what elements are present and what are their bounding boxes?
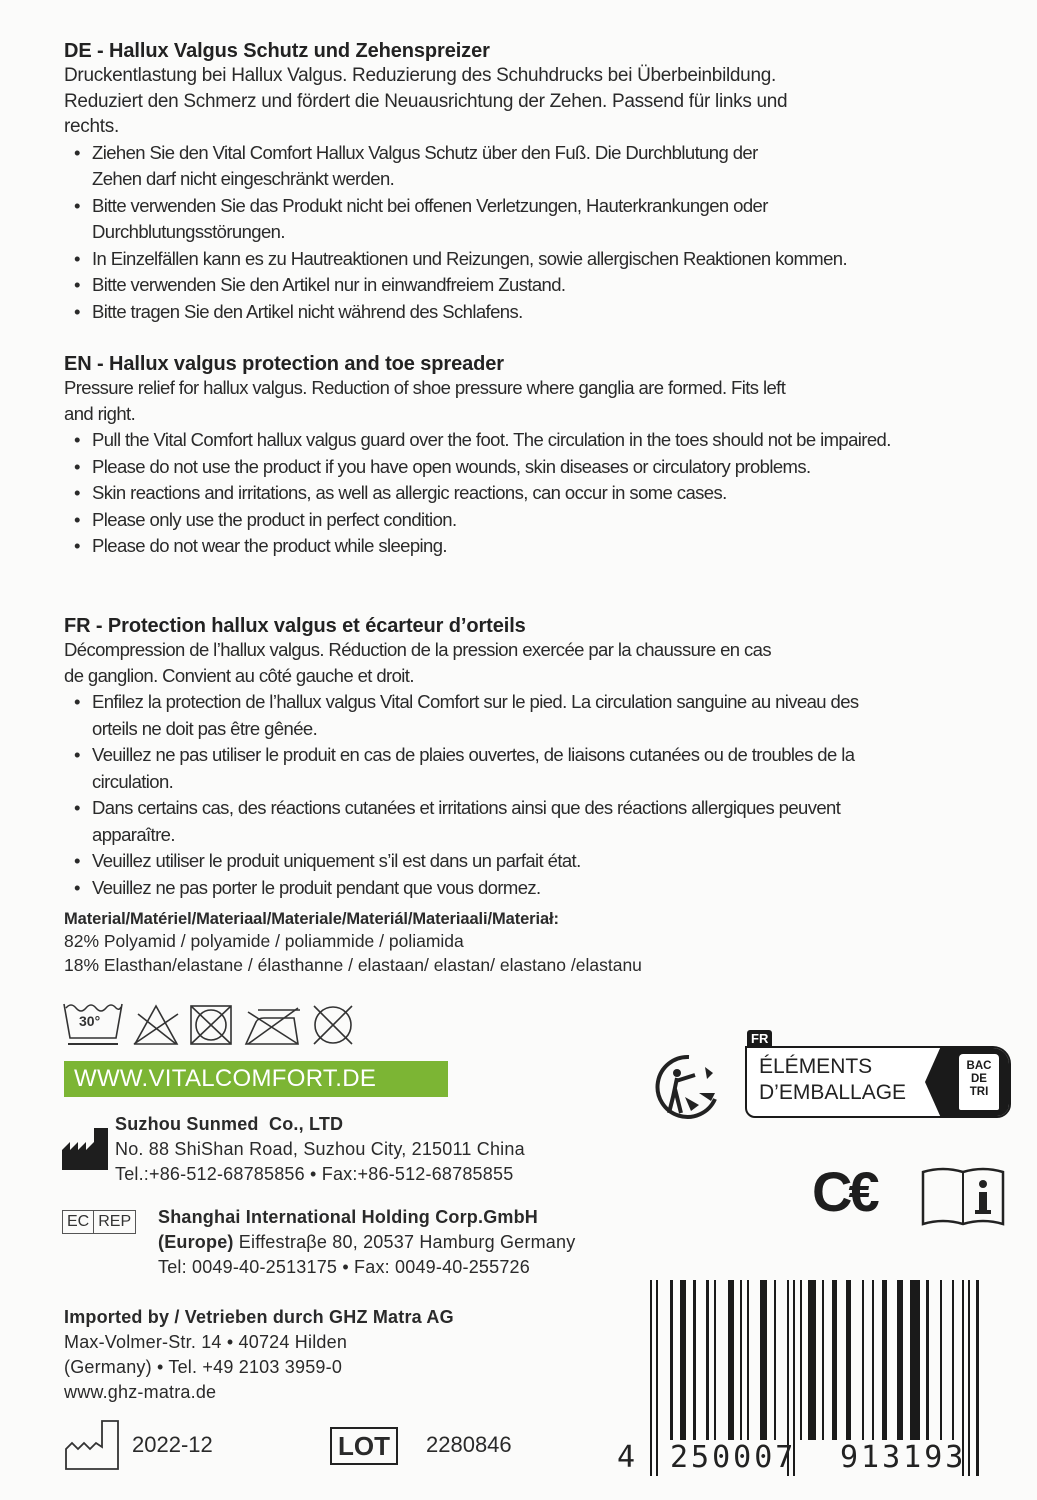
manufacturer-address: No. 88 ShiShan Road, Suzhou City, 215011 China [115, 1139, 525, 1159]
ec-rep-address: Eiffestraβe 80, 20537 Hamburg Germany [233, 1232, 576, 1252]
bullet-item: • Please do not use the product if you have open wounds, skin diseases or circulatory problems. [64, 454, 904, 481]
lot-icon: LOT [330, 1427, 398, 1465]
bullet-item: • Veuillez ne pas porter le produit pendant que vous dormez. [64, 875, 924, 902]
triman-recycle-icon [655, 1053, 723, 1121]
bullet-item: • Ziehen Sie den Vital Comfort Hallux Valgus Schutz über den Fuß. Die Durchblutung der Zehen darf nicht eingeschränkt werden. [64, 140, 792, 193]
manufacturer-block [115, 1112, 525, 1187]
ec-rep-name: Shanghai International Holding Corp.GmbH [158, 1207, 538, 1227]
intro-line: Reduziert den Schmerz und fördert die Neuausrichtung der Zehen. Passend für links und [64, 90, 788, 112]
ec-rep-contact: Tel: 0049-40-2513175 • Fax: 0049-40-255726 [158, 1257, 530, 1277]
barcode-right-group: 913193 [840, 1440, 967, 1475]
wash-30-gentle-icon [62, 998, 124, 1048]
importer-title: Imported by / Vetrieben durch GHZ Matra AG [64, 1307, 454, 1327]
bullet-item: • Veuillez ne pas utiliser le produit en cas de plaies ouvertes, de liaisons cutanées ou de troubles de la circulation. [64, 742, 932, 795]
bullet-item: • Veuillez utiliser le produit uniquement s’il est dans un parfait état. [64, 848, 924, 875]
date-of-manufacture-icon [64, 1417, 120, 1473]
triman-country: FR [747, 1030, 772, 1047]
material-line: 18% Elasthan/elastane / élasthanne / elastaan/ elastan/ elastano /elastanu [64, 955, 642, 975]
no-bleach-icon [132, 1002, 180, 1048]
intro-line: and right. [64, 403, 136, 424]
section-de [64, 40, 1024, 325]
bullet-item: • Skin reactions and irritations, as well as allergic reactions, can occur in some cases. [64, 480, 904, 507]
website-banner[interactable]: WWW.VITALCOMFORT.DE [64, 1061, 448, 1097]
bullet-item: • Please do not wear the product while sleeping. [64, 533, 904, 560]
triman-info-box [745, 1046, 1011, 1118]
importer-block [64, 1305, 454, 1405]
barcode-first-digit: 4 [617, 1440, 636, 1475]
importer-address: Max-Volmer-Str. 14 • 40724 Hilden [64, 1332, 348, 1352]
intro-line: Druckentlastung bei Hallux Valgus. Reduzierung des Schuhdrucks bei Überbeinbildung. [64, 65, 776, 86]
manufacturer-contact: Tel.:+86-512-68785856 • Fax:+86-512-68785855 [115, 1164, 514, 1184]
intro-line: de ganglion. Convient au côté gauche et droit. [64, 665, 414, 686]
lot-number: 2280846 [426, 1432, 512, 1457]
importer-phone: (Germany) • Tel. +49 2103 3959-0 [64, 1357, 343, 1377]
consult-instructions-icon [919, 1166, 1009, 1230]
material-block [64, 910, 642, 977]
bullet-item: • Dans certains cas, des réactions cutanées et irritations ainsi que des réactions allergiques peuvent apparaître. [64, 795, 924, 848]
care-symbols [62, 998, 356, 1048]
ce-mark-icon: C€ [812, 1160, 876, 1223]
section-title: EN - Hallux valgus protection and toe spreader [64, 353, 504, 375]
section-en [64, 353, 1024, 560]
manufacture-date: 2022-12 [132, 1432, 213, 1457]
section-title: DE - Hallux Valgus Schutz und Zehenspreizer [64, 40, 490, 62]
barcode-left-group: 250007 [670, 1440, 797, 1475]
sorting-bin-icon: BAC DE TRI [959, 1054, 999, 1110]
no-tumble-dry-icon [188, 1002, 234, 1048]
material-line: 82% Polyamid / polyamide / poliammide / poliamida [64, 931, 464, 951]
material-title: Material/Matériel/Materiaal/Materiale/Materiál/Materiaali/Materiał: [64, 910, 559, 928]
manufacturer-name: Suzhou Sunmed Co., LTD [115, 1114, 344, 1134]
bullet-item: • In Einzelfällen kann es zu Hautreaktionen und Reizungen, sowie allergischen Reaktionen kommen. [64, 246, 872, 273]
triman-line1: ÉLÉMENTS [759, 1055, 873, 1078]
no-dry-clean-icon [310, 1002, 356, 1048]
bullet-item: • Please only use the product in perfect condition. [64, 507, 904, 534]
section-fr [64, 615, 1024, 901]
ec-rep-block [158, 1205, 575, 1280]
no-iron-icon [242, 1002, 302, 1048]
bullet-item: • Pull the Vital Comfort hallux valgus guard over the foot. The circulation in the toes should not be impaired. [64, 427, 904, 454]
wash-temp-label: 30° [79, 1013, 101, 1029]
bullet-item: • Bitte verwenden Sie den Artikel nur in einwandfreiem Zustand. [64, 272, 884, 299]
triman-logo [655, 1031, 1015, 1123]
intro-line: rechts. [64, 116, 119, 137]
intro-line: Pressure relief for hallux valgus. Reduction of shoe pressure where ganglia are formed. Fits left [64, 377, 786, 398]
triman-line2: D’EMBALLAGE [759, 1081, 907, 1104]
section-title: FR - Protection hallux valgus et écarteur d’orteils [64, 615, 526, 637]
bullet-item: • Bitte verwenden Sie das Produkt nicht bei offenen Verletzungen, Hauterkrankungen oder Durchblutungsstörungen. [64, 193, 884, 246]
bullet-item: • Enfilez la protection de l’hallux valgus Vital Comfort sur le pied. La circulation sanguine au niveau des orteils ne doit pas être gênée. [64, 689, 892, 742]
bullet-item: • Bitte tragen Sie den Artikel nicht während des Schlafens. [64, 299, 884, 326]
intro-line: Décompression de l’hallux valgus. Réduction de la pression exercée par la chaussure en cas [64, 639, 771, 660]
importer-website[interactable]: www.ghz-matra.de [64, 1382, 217, 1402]
ec-rep-region: (Europe) [158, 1232, 234, 1252]
manufacturer-icon [62, 1128, 108, 1170]
ec-rep-icon: EC REP [62, 1210, 136, 1234]
